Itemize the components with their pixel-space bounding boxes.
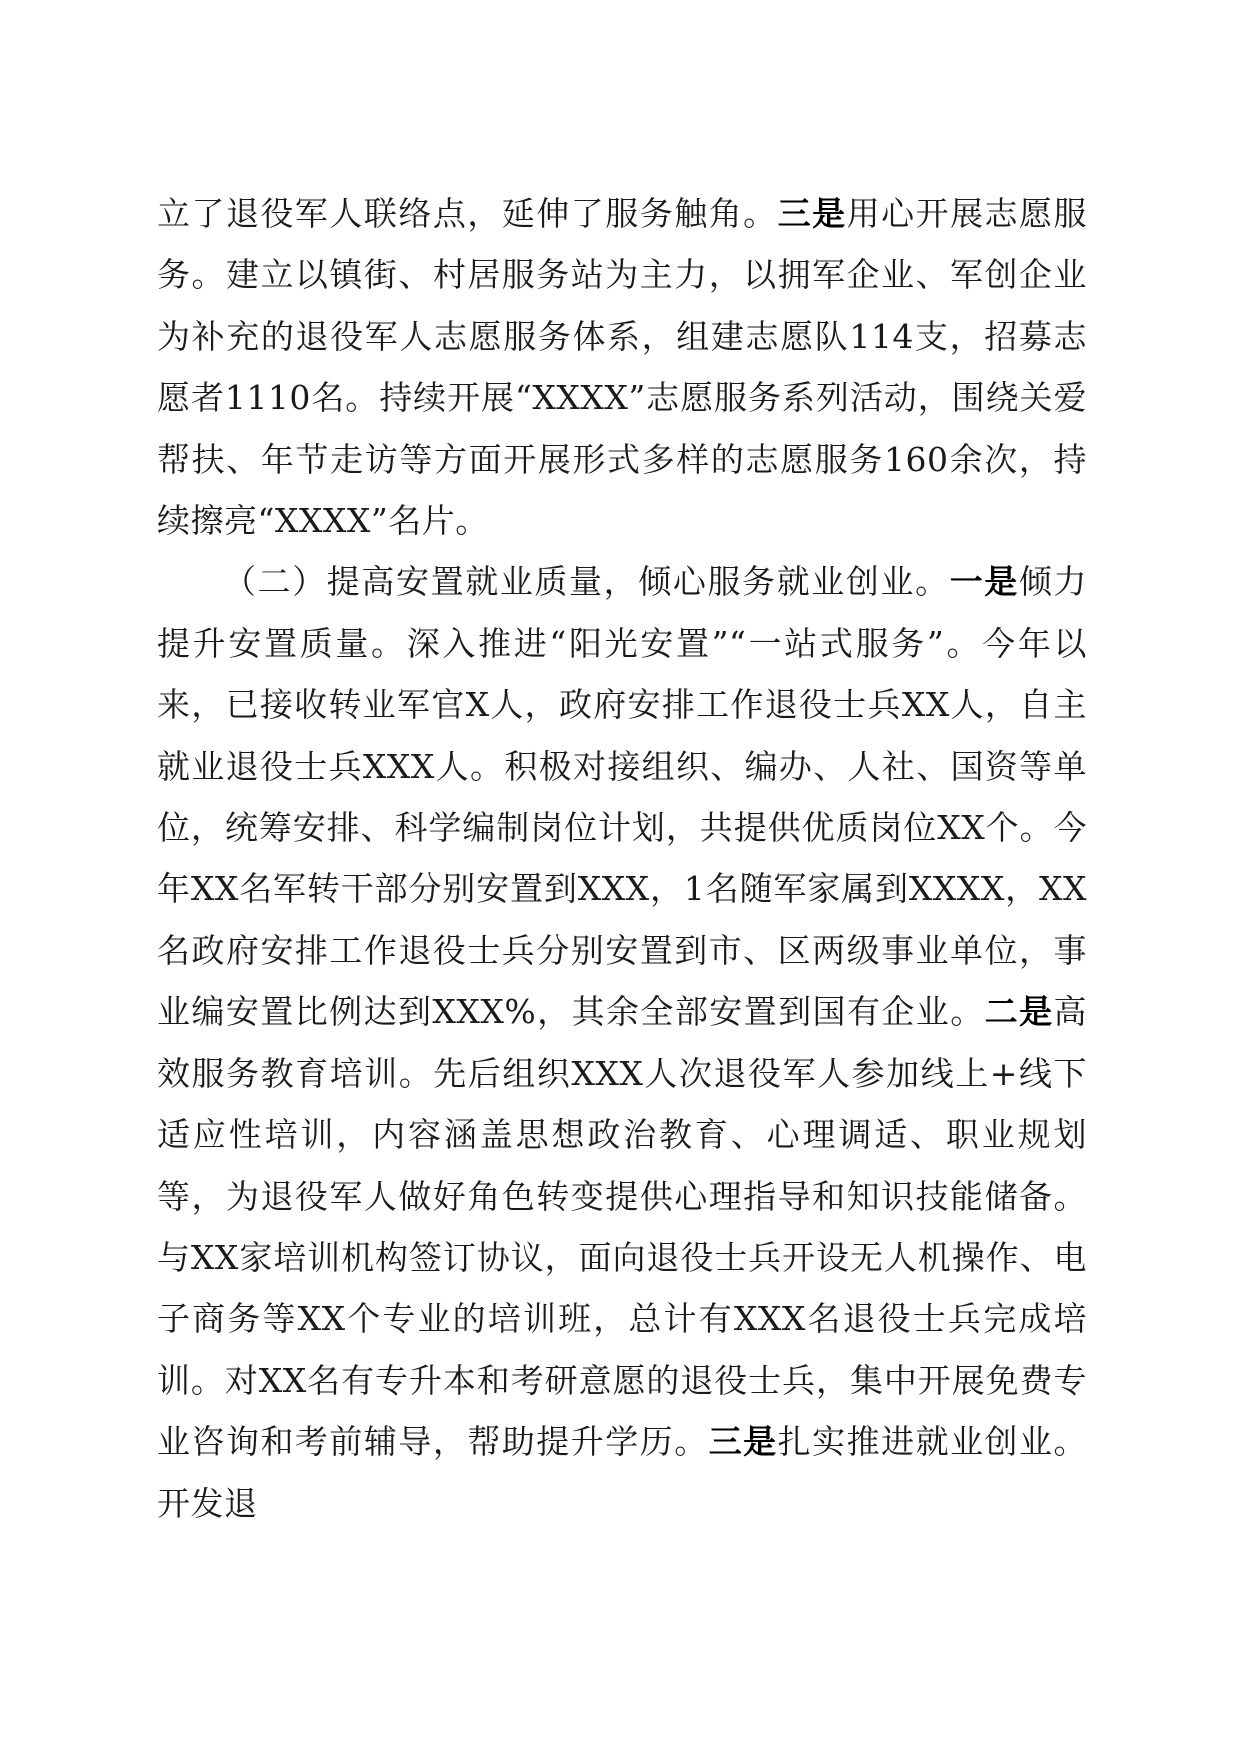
- text-segment: 高效服务教育培训。先后组织XXX人次退役军人参加线上+线下适应性培训，内容涵盖思想政治教育、心理调适、职业规划等，为退役军人做好角色转变提供心理指导和知识技能储备。与XX家培训机构签订协议，面向退役士兵开设无人机操作、电子商务等XX个专业的培训班，总计有XXX名退役士兵完成培训。对XX名有专升本和考研意愿的退役士兵，集中开展免费专业咨询和考前辅导，帮助提升学历。: [157, 992, 1088, 1462]
- bold-marker-first: 一是: [949, 562, 1019, 602]
- paragraph-volunteer-service: [157, 183, 1087, 551]
- body-text: [157, 183, 1087, 1534]
- paragraph-employment-quality: [157, 551, 1087, 1534]
- bold-marker-third: 三是: [777, 194, 847, 233]
- text-segment: 立了退役军人联络点，延伸了服务触角。: [157, 194, 778, 233]
- bold-marker-third: 三是: [708, 1422, 778, 1462]
- bold-marker-second: 二是: [984, 992, 1054, 1032]
- text-segment: 倾力提升安置质量。深入推进“阳光安置”“一站式服务”。今年以来，已接收转业军官X人，政府安排工作退役士兵XX人，自主就业退役士兵XXX人。积极对接组织、编办、人社、国资等单位，统筹安排、科学编制岗位计划，共提供优质岗位XX个。今年XX名军转干部分别安置到XXX，1名随军家属到XXXX，XX名政府安排工作退役士兵分别安置到市、区两级事业单位，事业编安置比例达到XXX%，其余全部安置到国有企业。: [157, 562, 1088, 1032]
- text-segment: 用心开展志愿服务。建立以镇街、村居服务站为主力，以拥军企业、军创企业为补充的退役军人志愿服务体系，组建志愿队114支，招募志愿者1110名。持续开展“XXXX”志愿服务系列活动，围绕关爱帮扶、年节走访等方面开展形式多样的志愿服务160余次，持续擦亮“XXXX”名片。: [157, 194, 1088, 541]
- text-segment: 扎实推进就业创业。开发退: [157, 1422, 1088, 1523]
- section-heading: （二）提高安置就业质量，倾心服务就业创业。: [223, 562, 950, 602]
